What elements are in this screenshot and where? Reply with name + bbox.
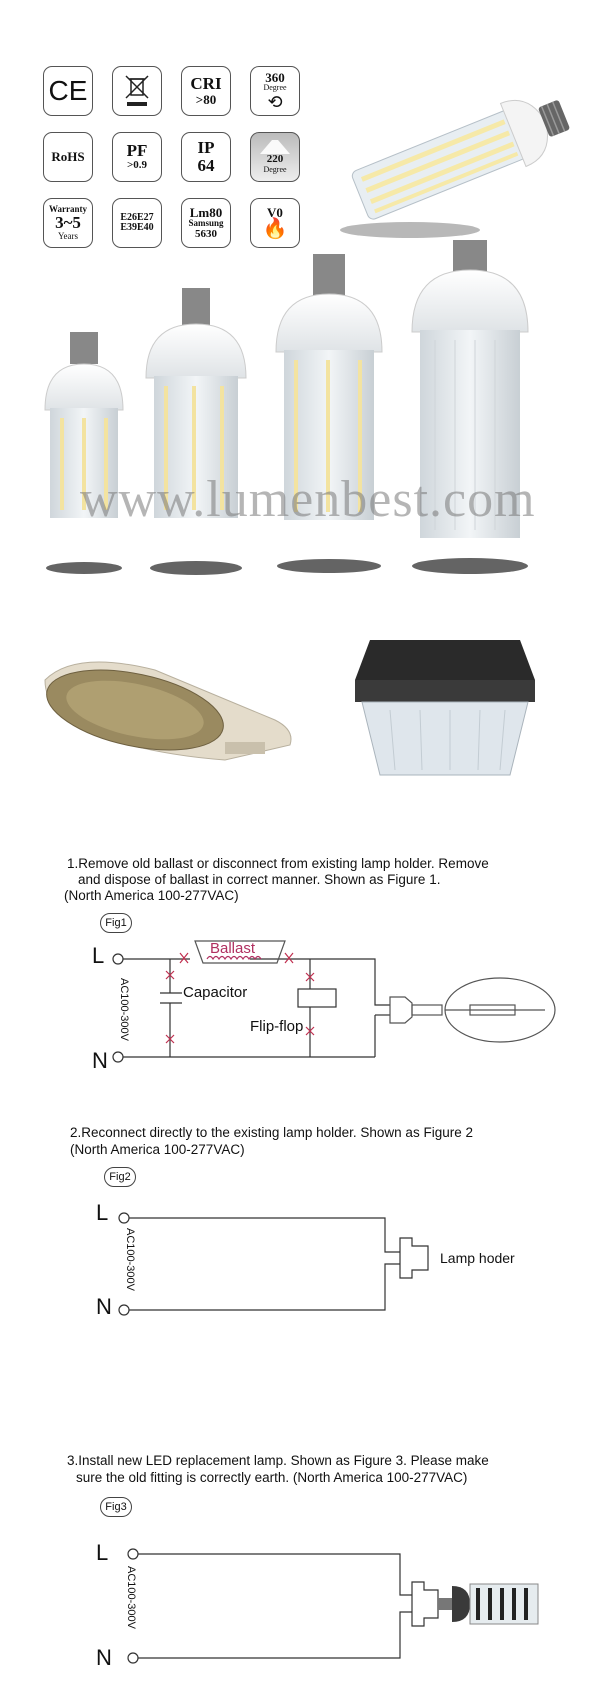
hid-bulb-icon [390,978,555,1042]
fig1-voltage-label: AC100-300V [118,978,130,1041]
fig3-voltage-label: AC100-300V [125,1566,137,1629]
cri-badge: CRI >80 [181,66,231,116]
pf-badge: PF >0.9 [112,132,162,182]
fig1-terminal-l: L [92,943,105,968]
angle-360-badge: 360 Degree ⟲ [250,66,300,116]
watermark-text: www.lumenbest.com [80,471,536,528]
street-light-fixture-image [35,650,305,770]
beam-icon [260,140,290,154]
beam-angle-badge: 220 Degree [250,132,300,182]
fig3-terminal-l: L [96,1540,109,1565]
lamp-holder-icon [400,1238,428,1278]
ip-badge: IP 64 [181,132,231,182]
fig2-holder-label: Lamp hoder [440,1250,515,1266]
fig2-voltage-label: AC100-300V [124,1228,136,1291]
warranty-badge: Warranty 3~5 Years [43,198,93,248]
step3-line1: 3.Install new LED replacement lamp. Shown as Figure 3. Please make [67,1453,489,1468]
base-types-badge: E26E27 E39E40 [112,198,162,248]
fig1-flipflop-label: Flip-flop [250,1018,304,1035]
rohs-badge: RoHS [43,132,93,182]
rotate-icon: ⟲ [267,91,283,112]
ce-badge: CE [43,66,93,116]
fig1-ballast-label: Ballast [210,940,256,957]
v0-flame-badge: V0 🔥 [250,198,300,248]
step2-line1: 2.Reconnect directly to the existing lamp holder. Shown as Figure 2 [70,1125,473,1140]
canopy-fixture-image [350,630,540,785]
corn-lamps-row-image [30,240,590,585]
fig3-tag: Fig3 [100,1497,132,1517]
lm80-badge: Lm80 Samsung 5630 [181,198,231,248]
step2-line2: (North America 100-277VAC) [70,1142,245,1157]
fig2-tag: Fig2 [104,1167,136,1187]
fig1-tag: Fig1 [100,913,132,933]
flame-icon: 🔥 [262,218,288,241]
fig3-terminal-n: N [96,1645,112,1670]
fig3-circuit-diagram [0,1540,603,1670]
step1-line1: 1.Remove old ballast or disconnect from existing lamp holder. Remove [67,856,489,871]
led-corn-lamp-icon [438,1584,538,1624]
weee-badge [112,66,162,116]
fig1-capacitor-label: Capacitor [183,984,248,1001]
step3-line2: sure the old fitting is correctly earth. (North America 100-277VAC) [76,1470,468,1485]
fig1-circuit-diagram [0,935,603,1065]
fig1-terminal-n: N [92,1048,108,1073]
fig2-terminal-n: N [96,1294,112,1319]
corn-lamp-large-tilted-image [330,60,600,240]
step1-line2: and dispose of ballast in correct manner. Shown as Figure 1. [78,872,441,887]
fig2-terminal-l: L [96,1200,109,1225]
step1-line3: (North America 100-277VAC) [64,888,239,903]
crossed-bin-icon [122,73,152,109]
